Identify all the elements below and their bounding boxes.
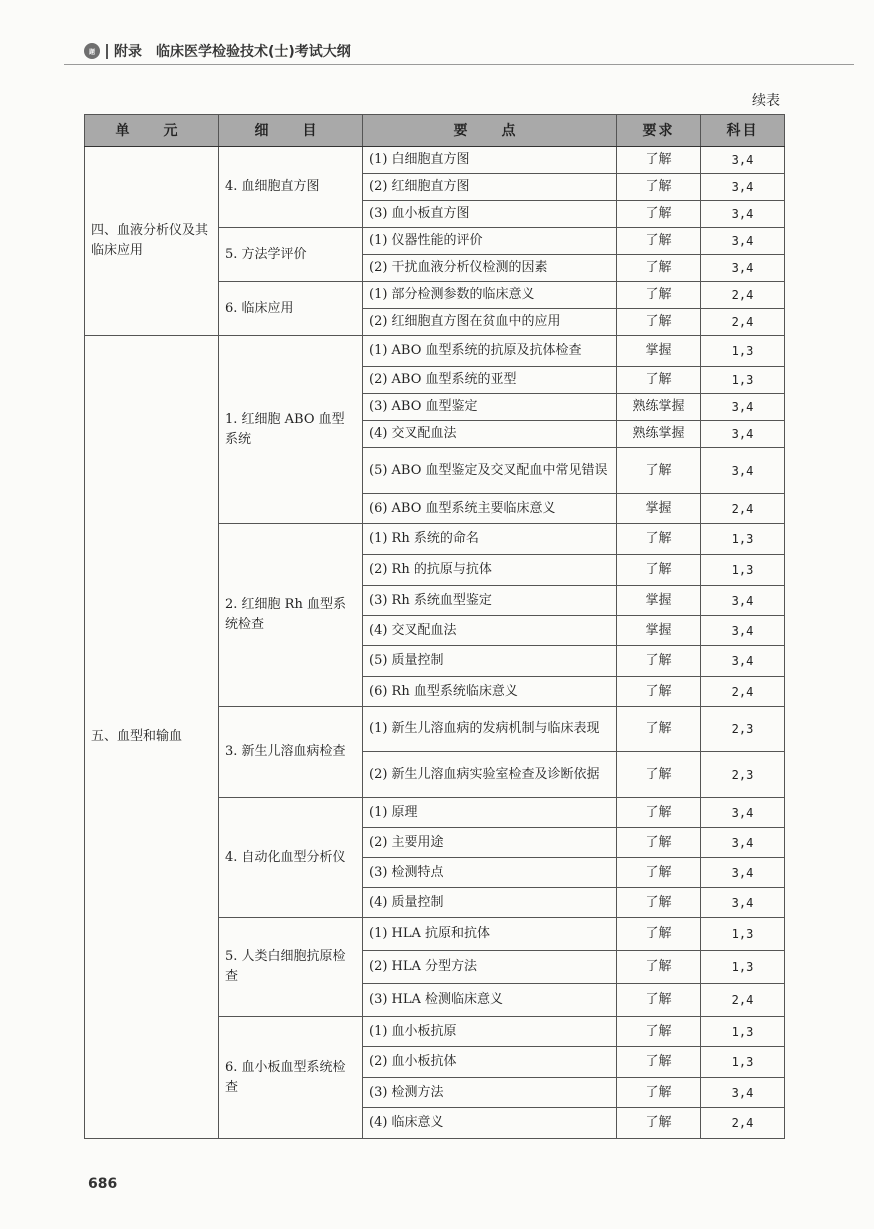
subject-cell: 2,3: [701, 752, 785, 798]
point-cell: (4) 交叉配血法: [363, 616, 617, 646]
point-cell: (4) 临床意义: [363, 1108, 617, 1139]
running-header: [84, 38, 351, 64]
point-cell: (2) 主要用途: [363, 828, 617, 858]
subject-cell: 3,4: [701, 394, 785, 421]
table-row: [85, 147, 785, 174]
subitem-cell: 5. 方法学评价: [219, 228, 363, 282]
subject-cell: 3,4: [701, 888, 785, 918]
requirement-cell: 了解: [617, 448, 701, 494]
col-header-subject: 科目: [701, 115, 785, 147]
subject-cell: 3,4: [701, 448, 785, 494]
subject-cell: 3,4: [701, 228, 785, 255]
subject-cell: 2,4: [701, 677, 785, 707]
subject-cell: 3,4: [701, 174, 785, 201]
table-body: [85, 147, 785, 1139]
subject-cell: 3,4: [701, 616, 785, 646]
unit-cell: 五、血型和输血: [85, 336, 219, 1139]
col-header-point: 要 点: [363, 115, 617, 147]
subitem-cell: 3. 新生儿溶血病检查: [219, 707, 363, 798]
point-cell: (2) 红细胞直方图: [363, 174, 617, 201]
header-divider: [106, 44, 108, 59]
subitem-cell: 5. 人类白细胞抗原检查: [219, 918, 363, 1017]
col-header-requirement: 要求: [617, 115, 701, 147]
point-cell: (3) HLA 检测临床意义: [363, 984, 617, 1017]
point-cell: (1) 部分检测参数的临床意义: [363, 282, 617, 309]
subject-cell: 3,4: [701, 798, 785, 828]
subject-cell: 2,3: [701, 707, 785, 752]
point-cell: (1) 原理: [363, 798, 617, 828]
requirement-cell: 了解: [617, 228, 701, 255]
unit-cell: 四、血液分析仪及其临床应用: [85, 147, 219, 336]
requirement-cell: 了解: [617, 1108, 701, 1139]
requirement-cell: 了解: [617, 858, 701, 888]
point-cell: (2) 红细胞直方图在贫血中的应用: [363, 309, 617, 336]
subject-cell: 3,4: [701, 147, 785, 174]
point-cell: (2) 新生儿溶血病实验室检查及诊断依据: [363, 752, 617, 798]
requirement-cell: 了解: [617, 951, 701, 984]
subitem-cell: 4. 自动化血型分析仪: [219, 798, 363, 918]
requirement-cell: 了解: [617, 828, 701, 858]
requirement-cell: 了解: [617, 174, 701, 201]
requirement-cell: 熟练掌握: [617, 421, 701, 448]
subject-cell: 3,4: [701, 255, 785, 282]
requirement-cell: 掌握: [617, 586, 701, 616]
subitem-cell: 2. 红细胞 Rh 血型系统检查: [219, 524, 363, 707]
point-cell: (1) HLA 抗原和抗体: [363, 918, 617, 951]
subject-cell: 1,3: [701, 1017, 785, 1047]
requirement-cell: 了解: [617, 707, 701, 752]
point-cell: (6) ABO 血型系统主要临床意义: [363, 494, 617, 524]
requirement-cell: 了解: [617, 555, 701, 586]
col-header-unit: 单 元: [85, 115, 219, 147]
requirement-cell: 了解: [617, 1078, 701, 1108]
requirement-cell: 了解: [617, 367, 701, 394]
subject-cell: 1,3: [701, 918, 785, 951]
point-cell: (3) Rh 系统血型鉴定: [363, 586, 617, 616]
subject-cell: 1,3: [701, 367, 785, 394]
point-cell: (2) Rh 的抗原与抗体: [363, 555, 617, 586]
point-cell: (5) ABO 血型鉴定及交叉配血中常见错误: [363, 448, 617, 494]
point-cell: (1) Rh 系统的命名: [363, 524, 617, 555]
point-cell: (3) 检测特点: [363, 858, 617, 888]
point-cell: (1) ABO 血型系统的抗原及抗体检查: [363, 336, 617, 367]
requirement-cell: 了解: [617, 646, 701, 677]
requirement-cell: 了解: [617, 752, 701, 798]
requirement-cell: 了解: [617, 309, 701, 336]
table-row: [85, 336, 785, 367]
point-cell: (1) 新生儿溶血病的发病机制与临床表现: [363, 707, 617, 752]
point-cell: (6) Rh 血型系统临床意义: [363, 677, 617, 707]
subitem-cell: 1. 红细胞 ABO 血型系统: [219, 336, 363, 524]
subitem-cell: 6. 临床应用: [219, 282, 363, 336]
point-cell: (3) ABO 血型鉴定: [363, 394, 617, 421]
requirement-cell: 了解: [617, 524, 701, 555]
subitem-cell: 4. 血细胞直方图: [219, 147, 363, 228]
requirement-cell: 了解: [617, 1017, 701, 1047]
requirement-cell: 熟练掌握: [617, 394, 701, 421]
subject-cell: 1,3: [701, 555, 785, 586]
requirement-cell: 了解: [617, 1047, 701, 1078]
subject-cell: 2,4: [701, 282, 785, 309]
requirement-cell: 了解: [617, 201, 701, 228]
point-cell: (2) 干扰血液分析仪检测的因素: [363, 255, 617, 282]
point-cell: (2) ABO 血型系统的亚型: [363, 367, 617, 394]
requirement-cell: 了解: [617, 255, 701, 282]
header-rule: [64, 64, 854, 65]
requirement-cell: 掌握: [617, 494, 701, 524]
requirement-cell: 掌握: [617, 336, 701, 367]
requirement-cell: 了解: [617, 147, 701, 174]
subject-cell: 2,4: [701, 494, 785, 524]
requirement-cell: 了解: [617, 888, 701, 918]
point-cell: (2) HLA 分型方法: [363, 951, 617, 984]
point-cell: (5) 质量控制: [363, 646, 617, 677]
subject-cell: 3,4: [701, 586, 785, 616]
chapter-badge-icon: 题: [84, 43, 100, 59]
page-number: 686: [88, 1176, 118, 1192]
subject-cell: 2,4: [701, 984, 785, 1017]
subject-cell: 3,4: [701, 1078, 785, 1108]
subject-cell: 2,4: [701, 309, 785, 336]
subject-cell: 3,4: [701, 858, 785, 888]
subject-cell: 3,4: [701, 201, 785, 228]
point-cell: (1) 仪器性能的评价: [363, 228, 617, 255]
continued-label: 续表: [752, 93, 780, 109]
subject-cell: 3,4: [701, 828, 785, 858]
subject-cell: 2,4: [701, 1108, 785, 1139]
requirement-cell: 了解: [617, 918, 701, 951]
point-cell: (1) 血小板抗原: [363, 1017, 617, 1047]
point-cell: (3) 血小板直方图: [363, 201, 617, 228]
point-cell: (2) 血小板抗体: [363, 1047, 617, 1078]
point-cell: (4) 交叉配血法: [363, 421, 617, 448]
header-appendix-label: 附录: [114, 44, 142, 60]
subject-cell: 3,4: [701, 421, 785, 448]
subject-cell: 3,4: [701, 646, 785, 677]
header-title: 临床医学检验技术(士)考试大纲: [156, 44, 351, 60]
subject-cell: 1,3: [701, 951, 785, 984]
requirement-cell: 了解: [617, 984, 701, 1017]
syllabus-table: [84, 114, 785, 1139]
point-cell: (1) 白细胞直方图: [363, 147, 617, 174]
table-header-row: [85, 115, 785, 147]
subject-cell: 1,3: [701, 1047, 785, 1078]
requirement-cell: 掌握: [617, 616, 701, 646]
requirement-cell: 了解: [617, 677, 701, 707]
col-header-subitem: 细 目: [219, 115, 363, 147]
point-cell: (3) 检测方法: [363, 1078, 617, 1108]
subject-cell: 1,3: [701, 524, 785, 555]
subject-cell: 1,3: [701, 336, 785, 367]
point-cell: (4) 质量控制: [363, 888, 617, 918]
subitem-cell: 6. 血小板血型系统检查: [219, 1017, 363, 1139]
requirement-cell: 了解: [617, 282, 701, 309]
requirement-cell: 了解: [617, 798, 701, 828]
